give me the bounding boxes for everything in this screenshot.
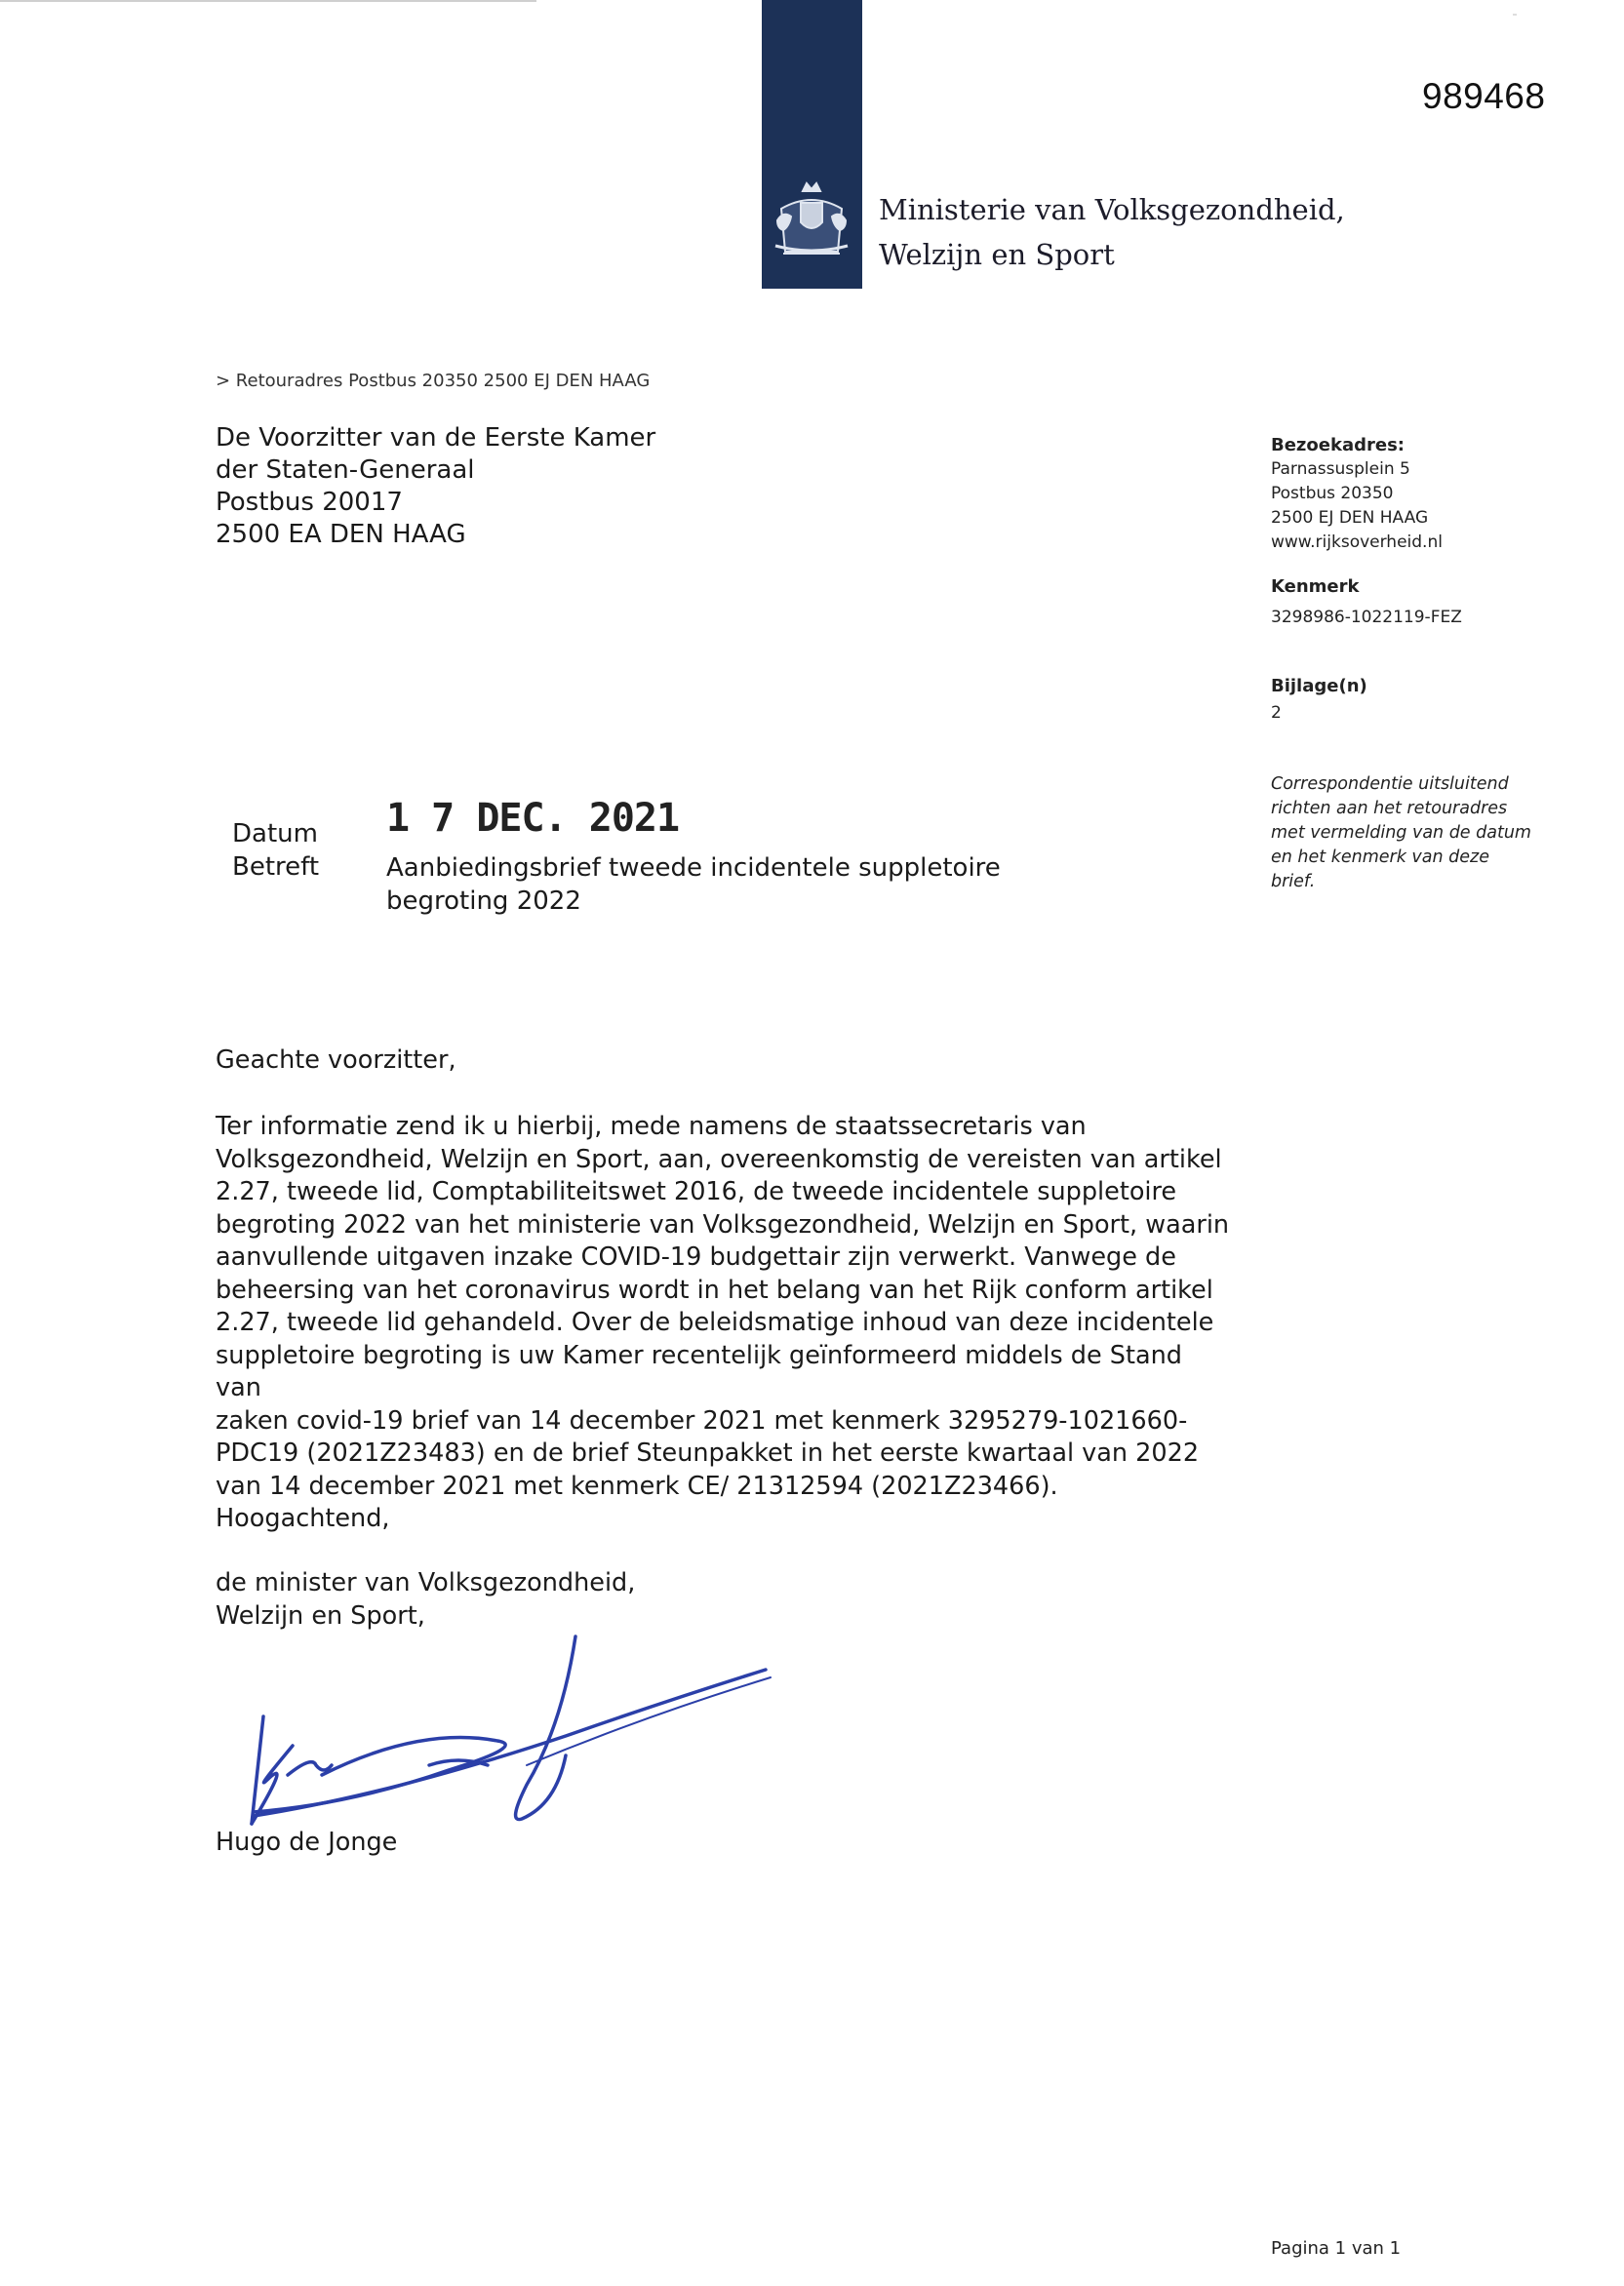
subject-line: Aanbiedingsbrief tweede incidentele suppletoire [386,853,1001,883]
body-line: Volksgezondheid, Welzijn en Sport, aan, overeenkomstig de vereisten van artikel [216,1144,1222,1174]
correspondence-line: brief. [1271,872,1316,891]
body-line: beheersing van het coronavirus wordt in het belang van het Rijk conform artikel [216,1275,1213,1305]
visit-line: Postbus 20350 [1271,484,1394,503]
recipient-address [216,422,655,551]
visit-heading: Bezoekadres: [1271,435,1405,455]
reference-value: 3298986-1022119-FEZ [1271,608,1462,627]
attachments-heading: Bijlage(n) [1271,676,1367,696]
body-line: PDC19 (2021Z23483) en de brief Steunpakket in het eerste kwartaal van 2022 [216,1439,1200,1468]
signature-image [234,1609,780,1843]
signer-title-line: Welzijn en Sport, [216,1600,425,1631]
ministry-name [879,187,1345,277]
correspondence-line: richten aan het retouradres [1271,799,1508,818]
subject-text [386,851,1001,918]
logo-bar [762,0,862,289]
subject-line: begroting 2022 [386,887,581,916]
body-line: 2.27, tweede lid gehandeld. Over de beleidsmatige inhoud van deze incidentele [216,1308,1214,1337]
signer-name: Hugo de Jonge [216,1828,398,1857]
reference-block [1271,574,1462,630]
ministry-line-2: Welzijn en Sport [879,238,1115,271]
body-line: Ter informatie zend ik u hierbij, mede namens de staatssecretaris van [216,1112,1087,1141]
document-number: 989468 [1422,76,1546,116]
page-number: Pagina 1 van 1 [1271,2238,1402,2259]
ministry-line-1: Ministerie van Volksgezondheid, [879,193,1345,226]
date-stamp: 1 7 DEC. 2021 [386,796,680,841]
body-line: aanvullende uitgaven inzake COVID-19 budgettair zijn verwerkt. Vanwege de [216,1242,1176,1272]
body-line: 2.27, tweede lid, Comptabiliteitswet 2016, de tweede incidentele suppletoire [216,1177,1177,1206]
closing: Hoogachtend, [216,1504,390,1533]
recipient-line: Postbus 20017 [216,488,403,517]
recipient-line: 2500 EA DEN HAAG [216,520,466,549]
date-label: Datum [232,819,318,848]
visit-address-block [1271,433,1443,555]
website-link[interactable]: www.rijksoverheid.nl [1271,532,1443,552]
recipient-line: De Voorzitter van de Eerste Kamer [216,423,656,453]
scan-artifact-line [0,0,536,2]
correspondence-line: Correspondentie uitsluitend [1271,774,1509,794]
correspondence-line: met vermelding van de datum [1271,823,1531,843]
correspondence-line: en het kenmerk van deze [1271,847,1489,867]
correspondence-note [1271,772,1531,894]
attachments-block [1271,674,1367,726]
body-line: suppletoire begroting is uw Kamer recentelijk geïnformeerd middels de Stand van [216,1340,1182,1402]
coat-of-arms-icon [762,0,862,289]
body-line: begroting 2022 van het ministerie van Volksgezondheid, Welzijn en Sport, waarin [216,1209,1230,1240]
scan-artifact-dot [1513,14,1517,16]
attachments-value: 2 [1271,703,1282,723]
reference-heading: Kenmerk [1271,576,1360,597]
body-line: zaken covid-19 brief van 14 december 2021 met kenmerk 3295279-1021660- [216,1405,1188,1436]
body-paragraph [216,1111,1230,1503]
visit-line: 2500 EJ DEN HAAG [1271,508,1429,528]
body-line: van 14 december 2021 met kenmerk CE/ 21312594 (2021Z23466). [216,1471,1058,1501]
signer-title-line: de minister van Volksgezondheid, [216,1568,636,1597]
recipient-line: der Staten-Generaal [216,455,475,485]
return-address: > Retouradres Postbus 20350 2500 EJ DEN HAAG [216,371,651,391]
salutation: Geachte voorzitter, [216,1045,456,1075]
subject-label: Betreft [232,852,320,882]
visit-line: Parnassusplein 5 [1271,459,1410,479]
